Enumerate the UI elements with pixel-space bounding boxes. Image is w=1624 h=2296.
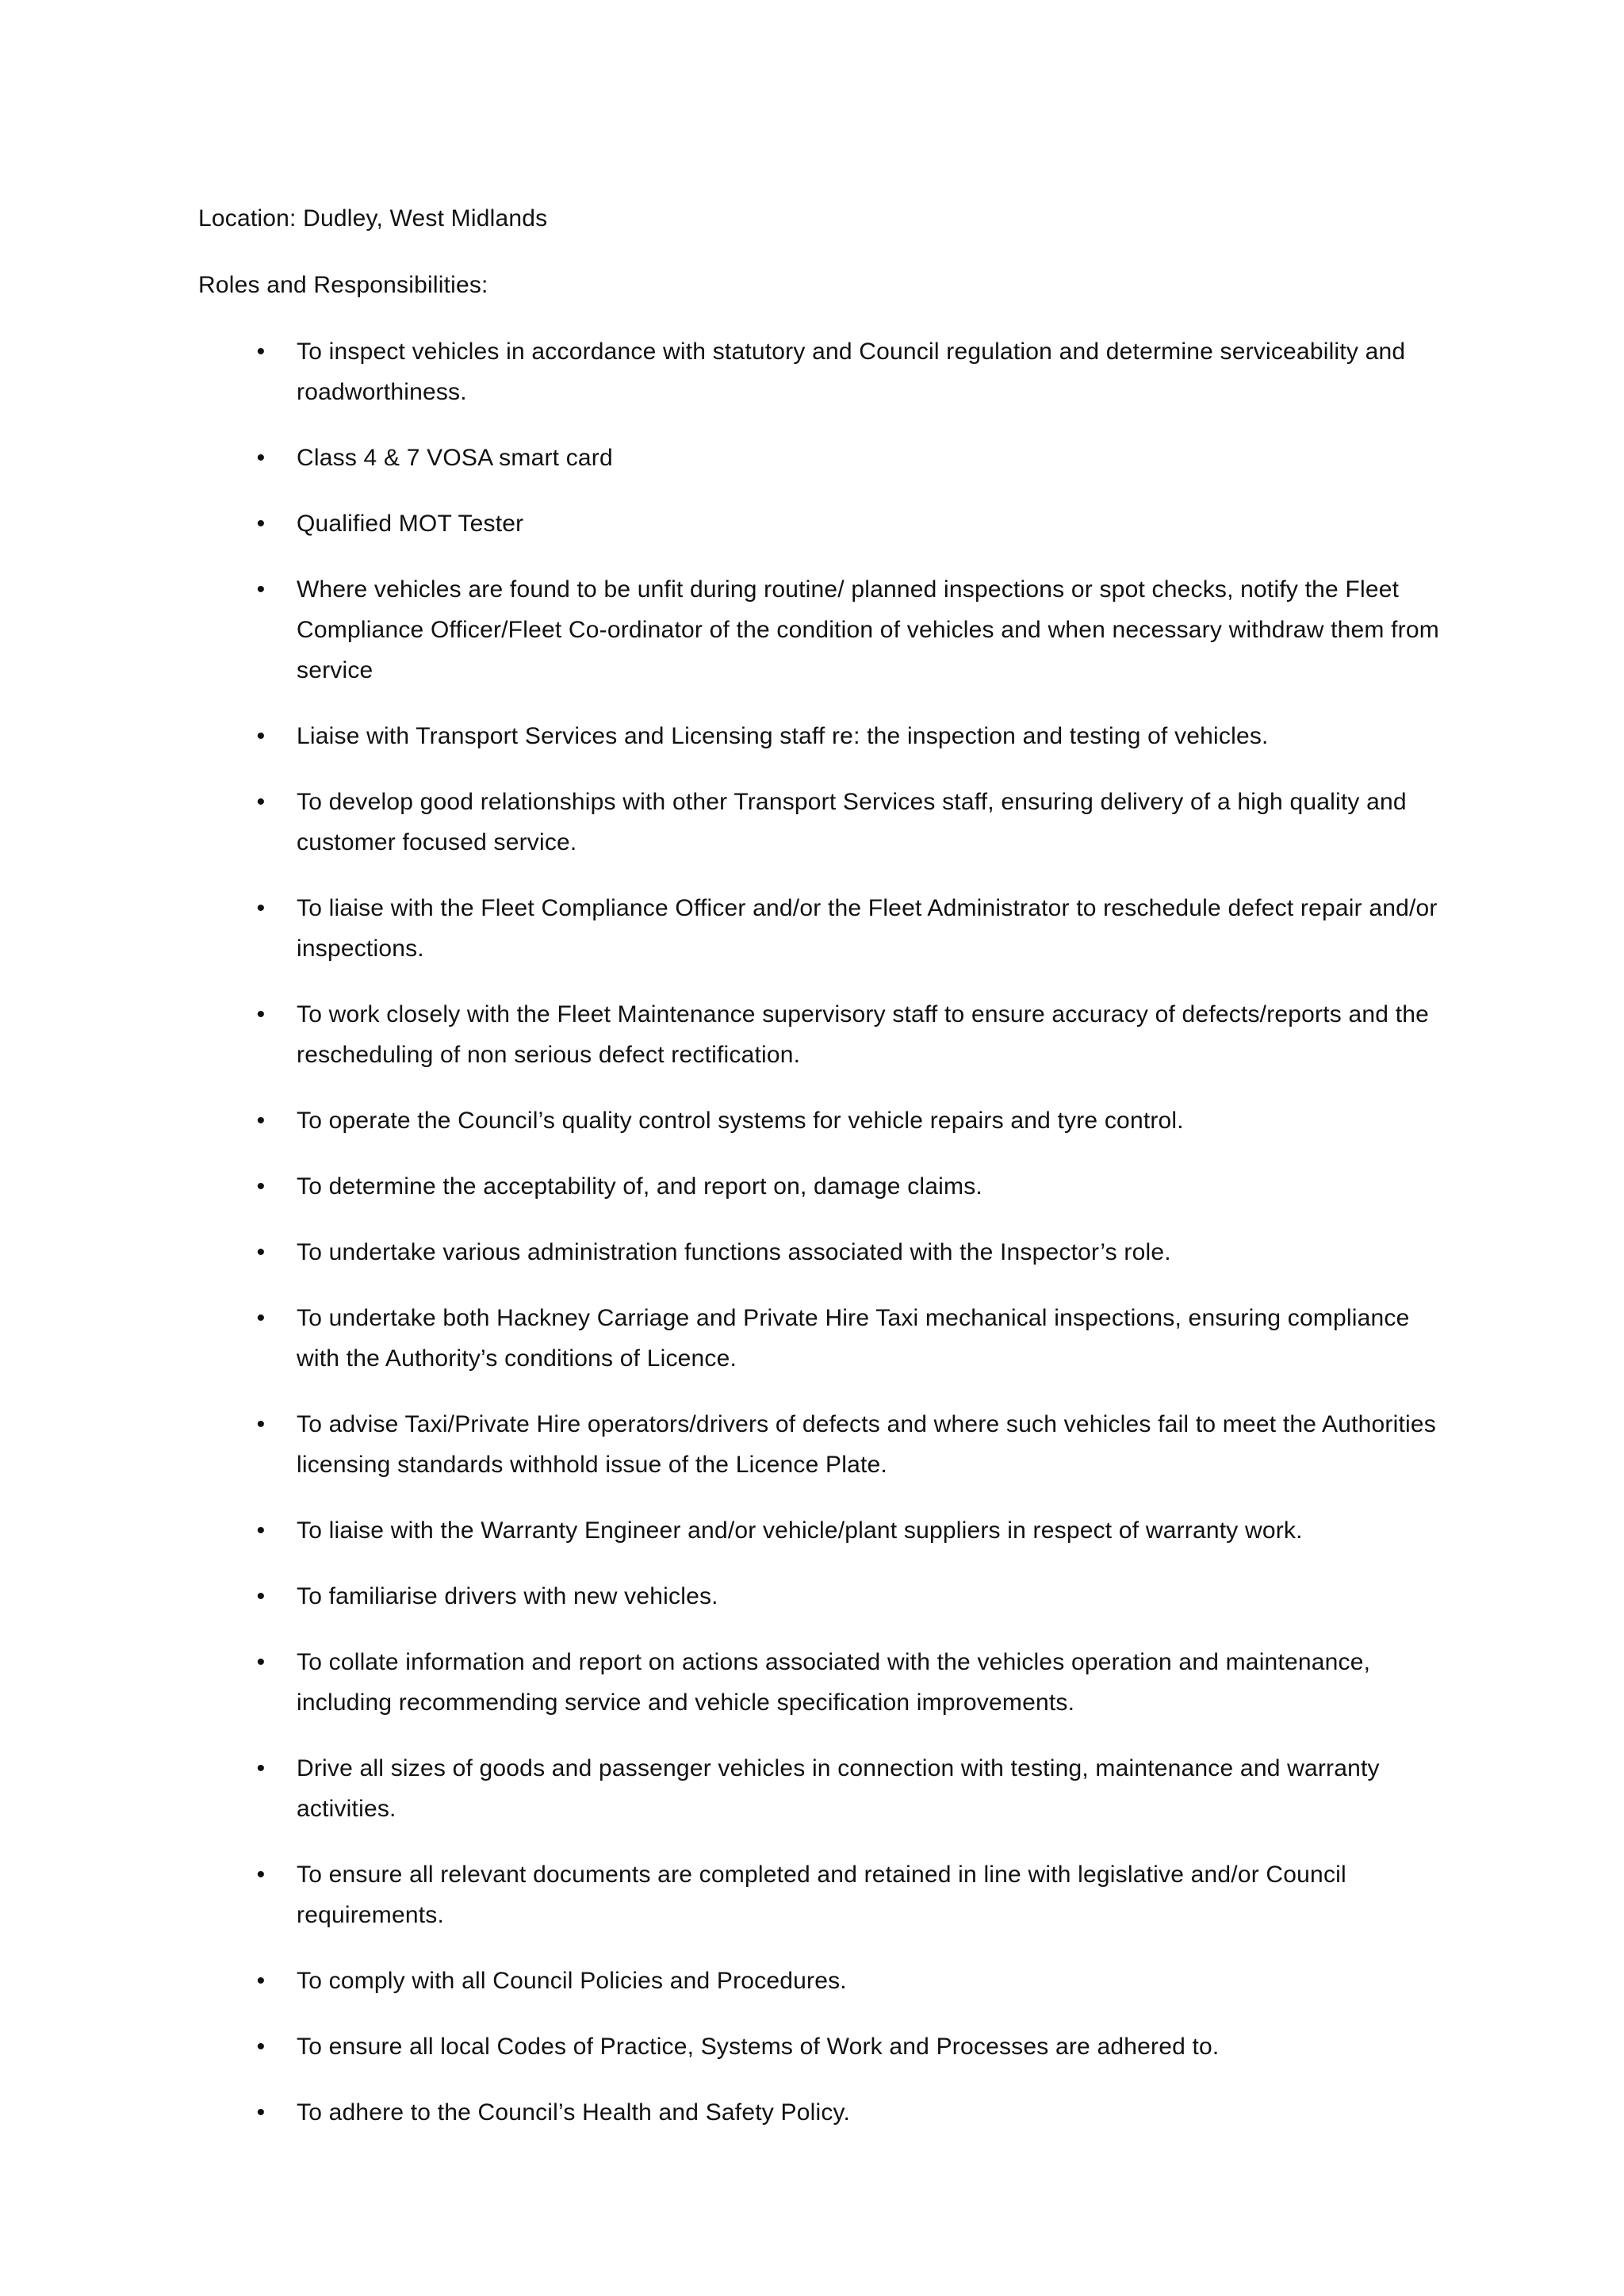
bullet-icon: •	[256, 723, 266, 749]
list-item-text: To undertake both Hackney Carriage and Private Hire Taxi mechanical inspections, ensuring compliance with the Authority’s conditions of Licence.	[297, 1305, 1410, 1372]
section-heading: Roles and Responsibilities:	[198, 272, 488, 298]
list-item-text: Class 4 & 7 VOSA smart card	[297, 445, 613, 471]
list-item	[198, 1748, 1451, 1829]
list-item-text: To liaise with the Fleet Compliance Officer and/or the Fleet Administrator to reschedule defect repair and/or inspections.	[297, 895, 1438, 962]
list-item-text: To inspect vehicles in accordance with statutory and Council regulation and determine serviceability and roadworthiness.	[297, 339, 1406, 405]
bullet-icon: •	[256, 1583, 266, 1609]
bullet-icon: •	[256, 339, 266, 365]
list-item-text: To ensure all local Codes of Practice, Systems of Work and Processes are adhered to.	[297, 2034, 1220, 2060]
list-item-text: To determine the acceptability of, and report on, damage claims.	[297, 1173, 982, 1200]
bullet-icon: •	[256, 1239, 266, 1265]
bullet-icon: •	[256, 2099, 266, 2126]
bullet-icon: •	[256, 1968, 266, 1994]
bullet-icon: •	[256, 1173, 266, 1200]
list-item-text: Qualified MOT Tester	[297, 511, 524, 537]
bullet-icon: •	[256, 445, 266, 471]
list-item	[198, 1854, 1451, 1935]
list-item-text: Liaise with Transport Services and Licensing staff re: the inspection and testing of vehicles.	[297, 723, 1269, 749]
list-item	[198, 1166, 1451, 1207]
list-item	[198, 1298, 1451, 1379]
list-item-text: To work closely with the Fleet Maintenance supervisory staff to ensure accuracy of defects/reports and the rescheduling of non serious defect rectification.	[297, 1001, 1430, 1068]
list-item	[198, 1100, 1451, 1141]
list-item	[198, 1510, 1451, 1551]
bullet-icon: •	[256, 1305, 266, 1331]
list-item-text: To ensure all relevant documents are completed and retained in line with legislative and/or Council requirements.	[297, 1862, 1346, 1928]
document-body	[198, 198, 1451, 2158]
bullet-icon: •	[256, 1862, 266, 1888]
responsibilities-list	[198, 331, 1451, 2133]
list-item	[198, 1642, 1451, 1723]
bullet-icon: •	[256, 576, 266, 603]
list-item-text: To collate information and report on actions associated with the vehicles operation and maintenance, including recommending service and vehicle specification improvements.	[297, 1649, 1371, 1716]
list-item	[198, 2026, 1451, 2067]
list-item	[198, 503, 1451, 544]
list-item	[198, 569, 1451, 691]
list-item	[198, 1232, 1451, 1272]
bullet-icon: •	[256, 1755, 266, 1781]
list-item-text: To advise Taxi/Private Hire operators/drivers of defects and where such vehicles fail to meet the Authorities licensing standards withhold issue of the Licence Plate.	[297, 1411, 1436, 1478]
list-item	[198, 716, 1451, 756]
list-item	[198, 1576, 1451, 1617]
bullet-icon: •	[256, 895, 266, 921]
bullet-icon: •	[256, 1411, 266, 1437]
list-item-text: Where vehicles are found to be unfit during routine/ planned inspections or spot checks, notify the Fleet Compliance Officer/Fleet Co-ordinator of the condition of vehicles and when necessary withdraw them from service	[297, 576, 1439, 683]
list-item	[198, 1961, 1451, 2001]
list-item-text: To undertake various administration functions associated with the Inspector’s role.	[297, 1239, 1171, 1265]
list-item-text: Drive all sizes of goods and passenger vehicles in connection with testing, maintenance and warranty activities.	[297, 1755, 1380, 1822]
bullet-icon: •	[256, 2034, 266, 2060]
list-item-text: To comply with all Council Policies and Procedures.	[297, 1968, 847, 1994]
bullet-icon: •	[256, 1649, 266, 1675]
bullet-icon: •	[256, 1517, 266, 1544]
list-item	[198, 331, 1451, 412]
bullet-icon: •	[256, 1001, 266, 1027]
list-item	[198, 1404, 1451, 1485]
list-item-text: To adhere to the Council’s Health and Safety Policy.	[297, 2099, 851, 2126]
list-item	[198, 782, 1451, 863]
list-item	[198, 438, 1451, 478]
location-line: Location: Dudley, West Midlands	[198, 205, 548, 232]
bullet-icon: •	[256, 1108, 266, 1134]
list-item	[198, 888, 1451, 969]
bullet-icon: •	[256, 789, 266, 815]
list-item-text: To develop good relationships with other Transport Services staff, ensuring delivery of a high quality and customer focused service.	[297, 789, 1407, 855]
list-item-text: To liaise with the Warranty Engineer and/or vehicle/plant suppliers in respect of warranty work.	[297, 1517, 1303, 1544]
list-item	[198, 994, 1451, 1075]
list-item	[198, 2092, 1451, 2133]
list-item-text: To operate the Council’s quality control systems for vehicle repairs and tyre control.	[297, 1108, 1184, 1134]
bullet-icon: •	[256, 511, 266, 537]
list-item-text: To familiarise drivers with new vehicles.	[297, 1583, 718, 1609]
